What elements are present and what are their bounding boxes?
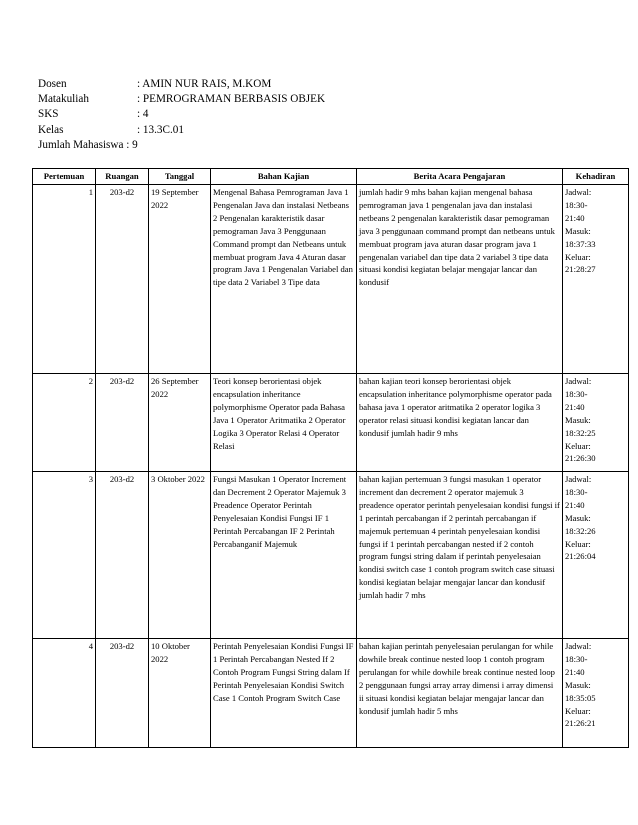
kehadiran-cell: [563, 472, 629, 639]
tanggal-cell: 3 Oktober 2022: [149, 472, 211, 639]
berita-acara-cell: bahan kajian teori konsep berorientasi objek encapsulation inheritance polymorphisme operator pada bahasa java 1 operator aritmatika 2 operator logika 3 operator relasi situasi kondisi kegiatan lancar dan kondusif jumlah hadir 9 mhs: [357, 374, 563, 472]
ruangan-cell: 203-d2: [96, 374, 149, 472]
kelas-value: : 13.3C.01: [137, 123, 184, 136]
kehadiran-masuk-label: Masuk:: [565, 679, 591, 690]
kehadiran-jadwal-start: 18:30-: [565, 486, 588, 497]
kehadiran-jadwal-label: Jadwal:: [565, 376, 592, 386]
kehadiran-jadwal-start: 18:30-: [565, 199, 588, 210]
kehadiran-keluar-time: 21:28:27: [565, 264, 596, 275]
kehadiran-masuk-label: Masuk:: [565, 225, 591, 236]
kehadiran-masuk-label: Masuk:: [565, 414, 591, 425]
ruangan-cell: 203-d2: [96, 472, 149, 639]
matakuliah-row: [38, 92, 325, 107]
kehadiran-cell: [563, 374, 629, 472]
kehadiran-jadwal-start: 18:30-: [565, 653, 588, 664]
kehadiran-keluar-label: Keluar:: [565, 440, 591, 451]
kehadiran-jadwal-start: 18:30-: [565, 388, 588, 399]
sks-value: : 4: [137, 108, 149, 121]
dosen-value: : AMIN NUR RAIS, M.KOM: [137, 78, 272, 90]
kehadiran-masuk-time: 18:32:26: [565, 525, 596, 536]
tanggal-cell: 26 September 2022: [149, 374, 211, 472]
kehadiran-jadwal-label: Jadwal:: [565, 187, 592, 197]
table-row: [33, 639, 629, 748]
tanggal-cell: 10 Oktober 2022: [149, 639, 211, 748]
kehadiran-masuk-time: 18:32:25: [565, 427, 596, 438]
header-berita-acara: Berita Acara Pengajaran: [357, 169, 563, 185]
kehadiran-cell: [563, 639, 629, 748]
sks-label: SKS: [38, 108, 59, 121]
kehadiran-keluar-label: Keluar:: [565, 705, 591, 716]
bahan-kajian-cell: Teori konsep berorientasi objek encapsulation inheritance polymorphisme Operator pada Bahasa Java 1 Operator Aritmatika 2 Operator Logika 3 Operator Relasi 4 Operator Relasi: [211, 374, 357, 472]
kehadiran-jadwal-end: 21:40: [565, 499, 585, 510]
kehadiran-keluar-time: 21:26:21: [565, 718, 596, 729]
kelas-row: [38, 123, 325, 138]
kehadiran-cell: [563, 185, 629, 374]
kehadiran-keluar-time: 21:26:30: [565, 453, 596, 464]
bahan-kajian-cell: Fungsi Masukan 1 Operator Increment dan Decrement 2 Operator Majemuk 3 Preadence Operator Perintah Penyelesaian Kondisi Fungsi IF 1 Perintah Percabangan IF 2 Perintah Percabanganif Majemuk: [211, 472, 357, 639]
pertemuan-cell: 4: [33, 639, 96, 748]
header-bahan-kajian: Bahan Kajian: [211, 169, 357, 185]
kehadiran-masuk-time: 18:35:05: [565, 692, 596, 703]
bahan-kajian-cell: Perintah Penyelesaian Kondisi Fungsi IF 1 Perintah Percabangan Nested If 2 Contoh Program Fungsi String dalam If Perintah Penyelesaian Kondisi Switch Case 1 Contoh Program Switch Case: [211, 639, 357, 748]
kehadiran-masuk-time: 18:37:33: [565, 238, 596, 249]
kehadiran-jadwal-label: Jadwal:: [565, 474, 592, 484]
ruangan-cell: 203-d2: [96, 185, 149, 374]
kehadiran-jadwal-end: 21:40: [565, 666, 585, 677]
sks-row: [38, 107, 325, 122]
ruangan-cell: 203-d2: [96, 639, 149, 748]
kelas-label: Kelas: [38, 123, 64, 136]
pertemuan-cell: 1: [33, 185, 96, 374]
course-info: [38, 77, 325, 153]
dosen-row: [38, 77, 325, 92]
kehadiran-keluar-time: 21:26:04: [565, 551, 596, 562]
berita-acara-cell: bahan kajian perintah penyelesaian perulangan for while dowhile break continue nested loop 1 contoh program perulangan for while dowhile break continue nested loop 2 penggunaan fungsi array array dimensi i array dimensi ii situasi kondisi kegiatan belajar mengajar lancar dan kondusif jumlah hadir 5 mhs: [357, 639, 563, 748]
kehadiran-jadwal-end: 21:40: [565, 212, 585, 223]
jumlah-row: [38, 138, 325, 153]
berita-acara-cell: jumlah hadir 9 mhs bahan kajian mengenal bahasa pemrograman java 1 pengenalan java dan instalasi netbeans 2 pengenalan karakteristik dasar pemograman java 3 penggunaan command prompt dan netbeans untuk membuat program java aturan dasar program java 1 pengenalan variabel dan tipe data 2 variabel 3 tipe data situasi kondisi kegiatan belajar mengajar lancar dan kondusif: [357, 185, 563, 374]
table-row: [33, 185, 629, 374]
header-ruangan: Ruangan: [96, 169, 149, 185]
kehadiran-keluar-label: Keluar:: [565, 538, 591, 549]
table-row: [33, 472, 629, 639]
table-row: [33, 374, 629, 472]
pertemuan-cell: 2: [33, 374, 96, 472]
kehadiran-keluar-label: Keluar:: [565, 251, 591, 262]
matakuliah-value: : PEMROGRAMAN BERBASIS OBJEK: [137, 93, 326, 106]
berita-acara-cell: bahan kajian pertemuan 3 fungsi masukan 1 operator increment dan decrement 2 operator majemuk 3 preadence operator perintah penyelesaian kondisi fungsi if 1 perintah percabangan if 2 perintah percabangan if majemuk pertemuan 4 perintah penyelesaian kondisi fungsi if 1 perintah percabangan nested if 2 contoh program fungsi string dalam if perintah penyelesaian kondisi switch case 1 contoh program switch case situasi kondisi kegiatan belajar mengajar lancar dan kondusif jumlah hadir 7 mhs: [357, 472, 563, 639]
table-header-row: [33, 169, 629, 185]
kehadiran-jadwal-end: 21:40: [565, 401, 585, 412]
attendance-table: [32, 168, 629, 748]
header-tanggal: Tanggal: [149, 169, 211, 185]
kehadiran-jadwal-label: Jadwal:: [565, 641, 592, 651]
kehadiran-masuk-label: Masuk:: [565, 512, 591, 523]
pertemuan-cell: 3: [33, 472, 96, 639]
tanggal-cell: 19 September 2022: [149, 185, 211, 374]
dosen-label: Dosen: [38, 78, 67, 90]
jumlah-mahasiswa: Jumlah Mahasiswa : 9: [38, 138, 138, 151]
header-pertemuan: Pertemuan: [33, 169, 96, 185]
matakuliah-label: Matakuliah: [38, 93, 89, 106]
header-kehadiran: Kehadiran: [563, 169, 629, 185]
bahan-kajian-cell: Mengenal Bahasa Pemrograman Java 1 Pengenalan Java dan instalasi Netbeans 2 Pengenalan karakteristik dasar pemograman Java 3 Penggunaan Command prompt dan Netbeans untuk membuat program Java 4 Aturan dasar program Java 1 Pengenalan Variabel dan tipe data 2 Variabel 3 Tipe data: [211, 185, 357, 374]
